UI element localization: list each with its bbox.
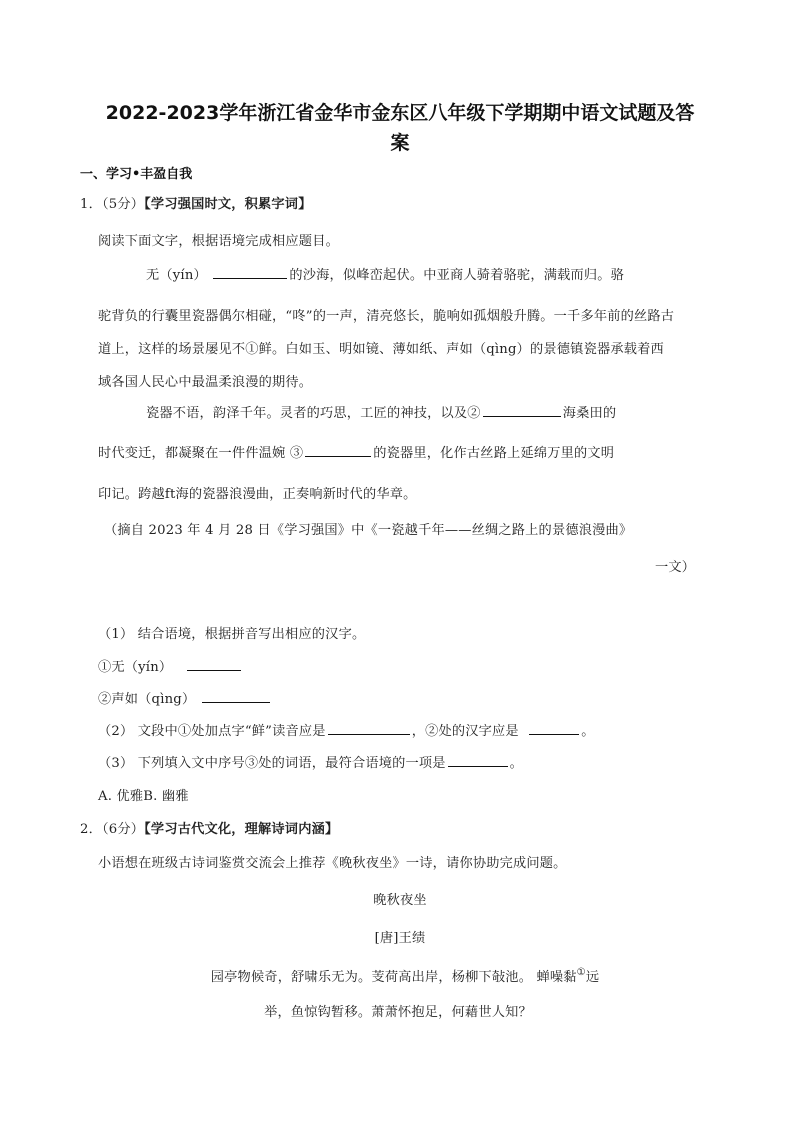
fill-blank-3[interactable] [305,442,371,457]
subquestion-3-options: A. 优雅B. 幽雅 [98,789,189,804]
question-1-instruction: 阅读下面文字，根据语境完成相应题目。 [98,234,339,249]
answer-blank-yin[interactable] [187,656,241,671]
question-2-header [80,818,338,837]
fill-blank-2[interactable] [483,402,561,417]
question-number: 1． [80,197,102,212]
subquestion-1-item-1: ①无（yín） [98,656,243,675]
answer-blank-word-choice[interactable] [448,752,508,767]
passage-line: 域各国人民心中最温柔浪漫的期待。 [98,375,313,390]
title-line-1: 2022-2023学年浙江省金华市金东区八年级下学期期中语文试题及答 [105,102,695,124]
subquestion-1-prompt: （1） 结合语境，根据拼音写出相应的汉字。 [98,627,366,642]
passage-line: 驼背负的行囊里瓷器偶尔相碰，“咚”的一声，清亮悠长，脆响如孤烟般升腾。一千多年前的丝路古 [98,309,675,324]
source-citation-end: 一文） [655,560,696,575]
answer-blank-pronunciation[interactable] [328,720,410,735]
passage-line: 道上，这样的场景屡见不①鲜。白如玉、明如镜、薄如纸、声如（qìng）的景德镇瓷器承载着西 [98,342,664,357]
section-heading: 一、学习•丰盈自我 [80,167,193,182]
question-score: （5分） [101,197,145,212]
passage-line: 时代变迁，都凝聚在一件件温婉 ③ 的瓷器里，化作古丝路上延绵万里的文明 [98,442,614,461]
question-tag: 【学习古代文化，理解诗词内涵】 [144,822,339,837]
question-score: （6分） [101,822,145,837]
question-1-header [80,193,312,212]
footnote-marker: ① [576,967,586,978]
subquestion-3: （3） 下列填入文中序号③处的词语，最符合语境的一项是 。 [98,752,523,771]
question-2-instruction: 小语想在班级古诗词鉴赏交流会上推荐《晚秋夜坐》一诗，请你协助完成问题。 [98,856,567,871]
poem-title: 晚秋夜坐 [373,893,427,908]
subquestion-1-item-2: ②声如（qìng） [98,688,272,707]
poem-author: [唐]王绩 [374,931,426,946]
source-citation: （摘自 2023 年 4 月 28 日《学习强国》中《一瓷越千年——丝绸之路上的景德浪漫曲》 [104,523,633,538]
answer-blank-qing[interactable] [202,688,270,703]
question-number: 2． [80,822,102,837]
document-title [80,98,720,158]
fill-blank-yin[interactable] [213,264,287,279]
passage-line: 无（yín） 的沙海，似峰峦起伏。中亚商人骑着骆驼，满载而归。骆 [146,264,624,283]
passage-line: 瓷器不语，韵泽千年。灵者的巧思，工匠的神技，以及② 海桑田的 [146,402,616,421]
question-tag: 【学习强国时文，积累字词】 [144,197,312,212]
poem-line-2: 举，鱼惊钩暂移。萧萧怀抱足，何藉世人知？ [264,1005,532,1020]
title-line-2: 案 [390,132,410,154]
subquestion-2: （2） 文段中①处加点字“鲜”读音应是 ，②处的汉字应是 。 [98,720,595,739]
poem-line-1: 园亭物候奇，舒啸乐无为。芰荷高出岸，杨柳下敧池。 蝉噪黏①远 [210,967,600,985]
answer-blank-character[interactable] [529,720,579,735]
passage-line: 印记。跨越ft海的瓷器浪漫曲，正奏响新时代的华章。 [98,487,417,502]
